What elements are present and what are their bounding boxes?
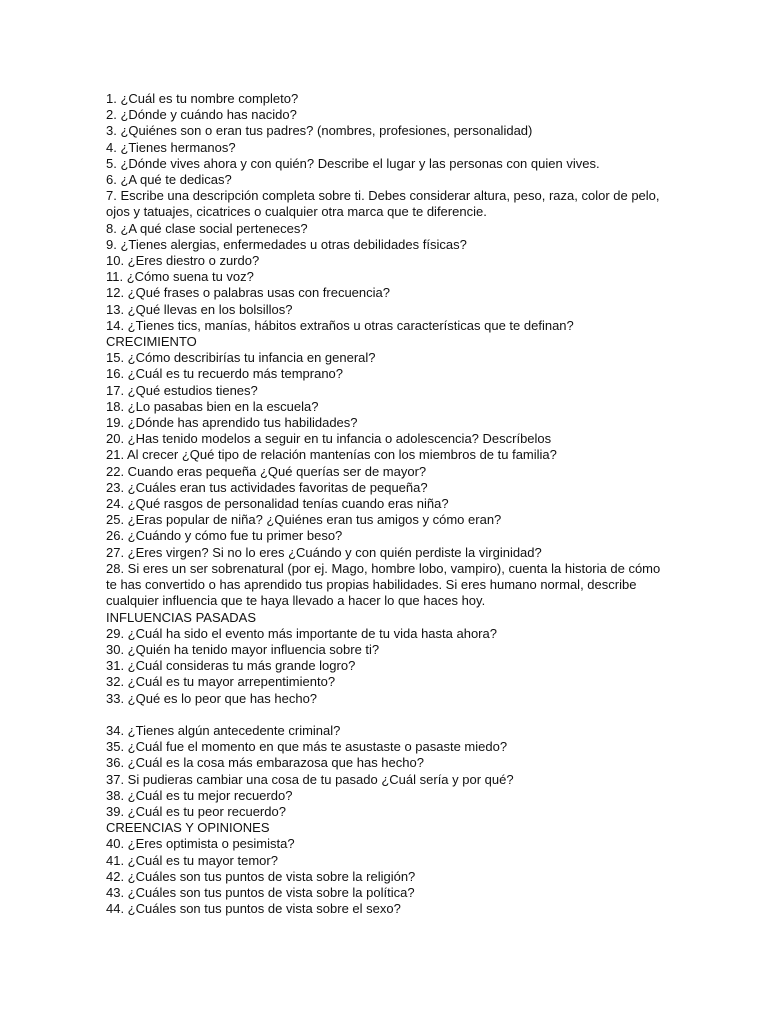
question-item: 19. ¿Dónde has aprendido tus habilidades? xyxy=(106,415,358,431)
question-item: 43. ¿Cuáles son tus puntos de vista sobre la política? xyxy=(106,884,415,900)
question-item: 41. ¿Cuál es tu mayor temor? xyxy=(106,852,278,868)
question-item: 13. ¿Qué llevas en los bolsillos? xyxy=(106,301,293,317)
section-heading: CREENCIAS Y OPINIONES xyxy=(106,820,270,836)
question-item: 30. ¿Quién ha tenido mayor influencia sobre ti? xyxy=(106,641,380,657)
question-item: 39. ¿Cuál es tu peor recuerdo? xyxy=(106,803,286,819)
question-item: 1. ¿Cuál es tu nombre completo? xyxy=(106,91,299,106)
question-item: 37. Si pudieras cambiar una cosa de tu pasado ¿Cuál sería y por qué? xyxy=(106,771,514,787)
question-item: 9. ¿Tienes alergias, enfermedades u otras debilidades físicas? xyxy=(106,236,467,252)
document-body xyxy=(106,91,666,917)
question-item: 33. ¿Qué es lo peor que has hecho? xyxy=(106,690,318,706)
question-item: 36. ¿Cuál es la cosa más embarazosa que has hecho? xyxy=(106,755,424,771)
question-item: 42. ¿Cuáles son tus puntos de vista sobre la religión? xyxy=(106,868,416,884)
question-item: 10. ¿Eres diestro o zurdo? xyxy=(106,253,260,269)
question-item: 7. Escribe una descripción completa sobre ti. Debes considerar altura, peso, raza, color de pelo, ojos y tatuajes, cicatrices o cualquier otra marca que te diferencie. xyxy=(106,188,660,220)
question-item: 16. ¿Cuál es tu recuerdo más temprano? xyxy=(106,366,344,382)
question-item: 31. ¿Cuál consideras tu más grande logro? xyxy=(106,658,356,674)
question-item: 21. Al crecer ¿Qué tipo de relación mantenías con los miembros de tu familia? xyxy=(106,447,557,463)
question-item: 20. ¿Has tenido modelos a seguir en tu infancia o adolescencia? Descríbelos xyxy=(106,431,552,447)
question-item: 18. ¿Lo pasabas bien en la escuela? xyxy=(106,398,319,414)
question-item: 24. ¿Qué rasgos de personalidad tenías cuando eras niña? xyxy=(106,496,449,512)
question-item: 34. ¿Tienes algún antecedente criminal? xyxy=(106,722,341,738)
question-item: 32. ¿Cuál es tu mayor arrepentimiento? xyxy=(106,674,336,690)
question-item: 12. ¿Qué frases o palabras usas con frecuencia? xyxy=(106,285,390,301)
question-item: 4. ¿Tienes hermanos? xyxy=(106,139,236,155)
question-item: 29. ¿Cuál ha sido el evento más importante de tu vida hasta ahora? xyxy=(106,625,497,641)
question-item: 28. Si eres un ser sobrenatural (por ej. Mago, hombre lobo, vampiro), cuenta la historia de cómo te has convertido o has aprendido tus propias habilidades. Si eres humano normal, describe cualquier influencia que te haya llevado a hacer lo que haces hoy. xyxy=(106,560,661,609)
question-item: 8. ¿A qué clase social perteneces? xyxy=(106,220,308,236)
question-item: 26. ¿Cuándo y cómo fue tu primer beso? xyxy=(106,528,343,544)
blank-line xyxy=(106,707,666,723)
question-item: 11. ¿Cómo suena tu voz? xyxy=(106,269,254,285)
question-item: 2. ¿Dónde y cuándo has nacido? xyxy=(106,107,297,123)
question-item: 40. ¿Eres optimista o pesimista? xyxy=(106,836,295,852)
question-item: 14. ¿Tienes tics, manías, hábitos extraños u otras características que te definan? xyxy=(106,317,574,333)
question-item: 25. ¿Eras popular de niña? ¿Quiénes eran tus amigos y cómo eran? xyxy=(106,512,502,528)
question-item: 15. ¿Cómo describirías tu infancia en general? xyxy=(106,350,376,366)
question-item: 35. ¿Cuál fue el momento en que más te asustaste o pasaste miedo? xyxy=(106,739,508,755)
question-item: 38. ¿Cuál es tu mejor recuerdo? xyxy=(106,787,293,803)
question-item: 3. ¿Quiénes son o eran tus padres? (nombres, profesiones, personalidad) xyxy=(106,123,533,139)
question-item: 22. Cuando eras pequeña ¿Qué querías ser de mayor? xyxy=(106,463,427,479)
question-item: 5. ¿Dónde vives ahora y con quién? Describe el lugar y las personas con quien vives. xyxy=(106,155,600,171)
question-item: 23. ¿Cuáles eran tus actividades favoritas de pequeña? xyxy=(106,479,428,495)
question-item: 17. ¿Qué estudios tienes? xyxy=(106,382,258,398)
question-item: 6. ¿A qué te dedicas? xyxy=(106,172,232,188)
question-item: 27. ¿Eres virgen? Si no lo eres ¿Cuándo y con quién perdiste la virginidad? xyxy=(106,544,542,560)
question-item: 44. ¿Cuáles son tus puntos de vista sobre el sexo? xyxy=(106,901,401,917)
section-heading: CRECIMIENTO xyxy=(106,334,197,350)
section-heading: INFLUENCIAS PASADAS xyxy=(106,609,257,625)
